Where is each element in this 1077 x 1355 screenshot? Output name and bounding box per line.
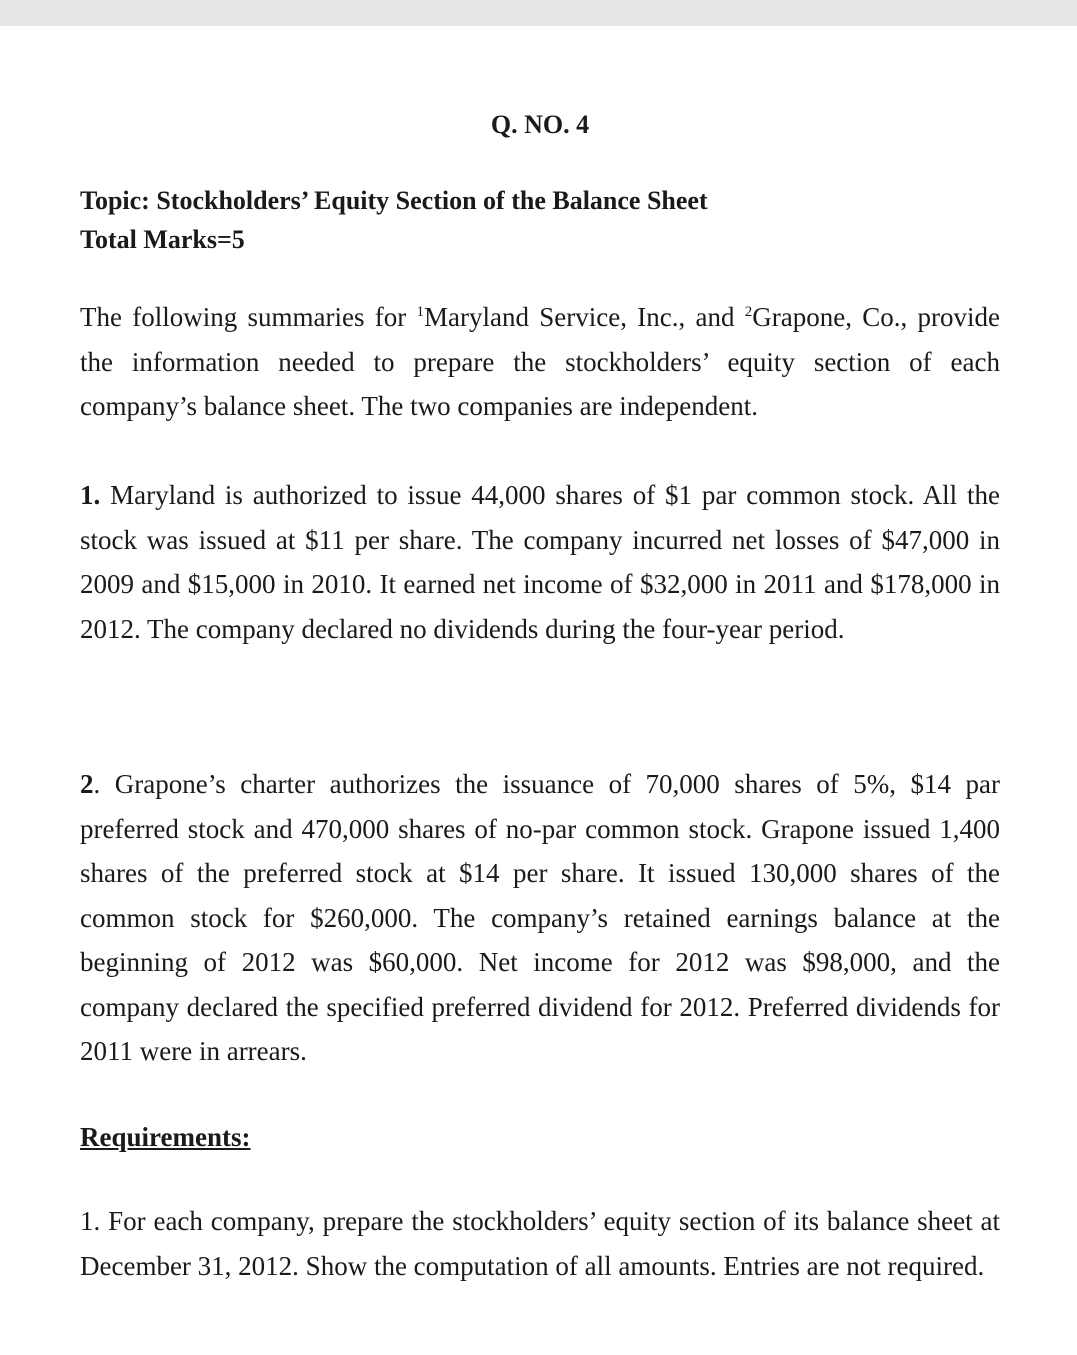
top-bar <box>0 0 1077 26</box>
intro-paragraph <box>80 295 1000 429</box>
footnote-marker-1: 1 <box>416 304 425 320</box>
requirement-1: 1. For each company, prepare the stockholders’ equity section of its balance sheet at December 31, 2012. Show the computation of all amounts. Entries are not required. <box>80 1206 1000 1281</box>
item-2-number: 2 <box>80 769 94 799</box>
intro-text-start: The following summaries for <box>80 302 417 332</box>
item-2-text: . Grapone’s charter authorizes the issuance of 70,000 shares of 5%, $14 par preferred stock and 470,000 shares of no-par common stock. Grapone issued 1,400 shares of the preferred stock at $14 per share. It issued 130,000 shares of the common stock for $260,000. The company’s retained earnings balance at the beginning of 2012 was $60,000. Net income for 2012 was $98,000, and the company declared the specified preferred dividend for 2012. Preferred dividends for 2011 were in arrears. <box>80 769 1000 1066</box>
intro-company-2: Grapone, Co., provide the information needed to prepare the stockholders’ equity section of each company’s balance sheet. The two companies are independent. <box>80 302 1001 421</box>
topic-heading: Topic: Stockholders’ Equity Section of the Balance Sheet <box>80 186 708 215</box>
item-1-number: 1. <box>80 480 101 510</box>
maryland-paragraph <box>80 473 1000 651</box>
intro-company-1: Maryland Service, Inc., and <box>424 302 745 332</box>
footnote-marker-2: 2 <box>744 304 753 320</box>
question-number: Q. NO. 4 <box>490 110 590 139</box>
total-marks: Total Marks=5 <box>80 225 245 254</box>
item-1-text: Maryland is authorized to issue 44,000 shares of $1 par common stock. All the stock was issued at $11 per share. The company incurred net losses of $47,000 in 2009 and $15,000 in 2010. It earned net income of $32,000 in 2011 and $178,000 in 2012. The company declared no dividends during the four-year period. <box>80 480 1000 644</box>
requirements-heading: Requirements: <box>80 1122 251 1152</box>
grapone-paragraph <box>80 762 1000 1074</box>
